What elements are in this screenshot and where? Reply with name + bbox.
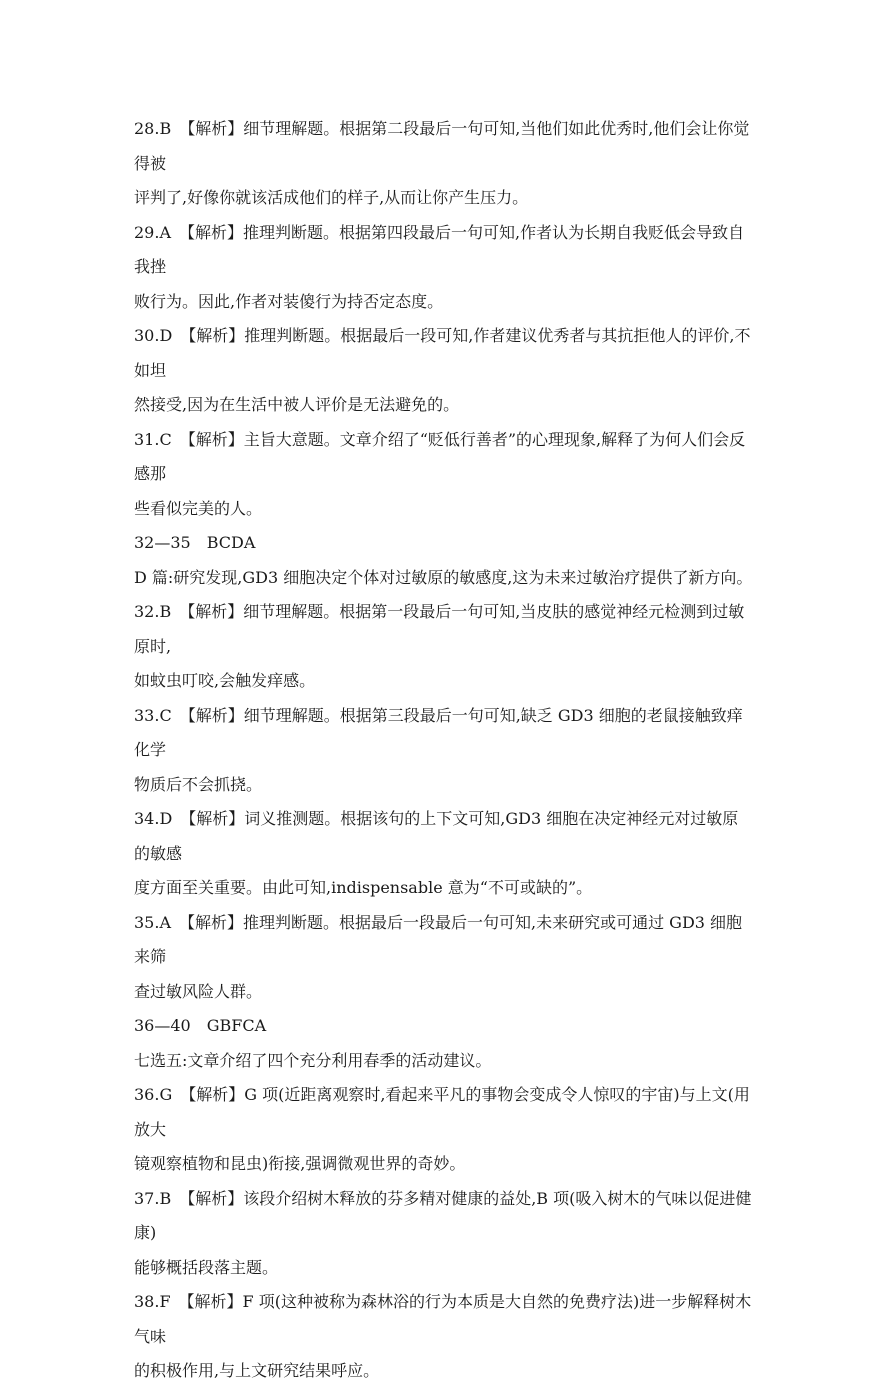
text-line: 如蚊虫叮咬,会触发痒感。 bbox=[134, 671, 316, 690]
answer-36 bbox=[134, 1078, 754, 1182]
answer-33 bbox=[134, 699, 754, 803]
answer-29 bbox=[134, 216, 754, 320]
answer-key-32-35 bbox=[134, 526, 754, 561]
text-line: 36—40 GBFCA bbox=[134, 1016, 267, 1035]
text-line: 37.B 【解析】该段介绍树木释放的芬多精对健康的益处,B 项(吸入树木的气味以促进健康) bbox=[134, 1188, 752, 1242]
answer-key-36-40 bbox=[134, 1009, 754, 1044]
passage-d-summary bbox=[134, 561, 754, 596]
answer-38 bbox=[134, 1285, 754, 1389]
text-line: 32.B 【解析】细节理解题。根据第一段最后一句可知,当皮肤的感觉神经元检测到过敏原时, bbox=[134, 602, 745, 656]
answer-34 bbox=[134, 802, 754, 906]
text-line: 镜观察植物和昆虫)衔接,强调微观世界的奇妙。 bbox=[134, 1154, 466, 1173]
text-line: 能够概括段落主题。 bbox=[134, 1257, 279, 1277]
answer-explanations bbox=[134, 112, 754, 1389]
text-line: 些看似完美的人。 bbox=[134, 498, 263, 518]
answer-37 bbox=[134, 1182, 754, 1286]
text-line: 31.C 【解析】主旨大意题。文章介绍了“贬低行善者”的心理现象,解释了为何人们会反感那 bbox=[134, 429, 746, 483]
answer-32 bbox=[134, 595, 754, 699]
text-line: 33.C 【解析】细节理解题。根据第三段最后一句可知,缺乏 GD3 细胞的老鼠接触致痒化学 bbox=[134, 705, 743, 759]
text-line: 的积极作用,与上文研究结果呼应。 bbox=[134, 1361, 380, 1380]
text-line: 34.D 【解析】词义推测题。根据该句的上下文可知,GD3 细胞在决定神经元对过敏原的敏感 bbox=[134, 809, 739, 863]
answer-28 bbox=[134, 112, 754, 216]
text-line: D 篇:研究发现,GD3 细胞决定个体对过敏原的敏感度,这为未来过敏治疗提供了新方向。 bbox=[134, 567, 753, 587]
text-line: 物质后不会抓挠。 bbox=[134, 774, 263, 794]
seven-choose-five-summary bbox=[134, 1044, 754, 1079]
text-line: 36.G 【解析】G 项(近距离观察时,看起来平凡的事物会变成令人惊叹的宇宙)与上文(用放大 bbox=[134, 1085, 750, 1139]
text-line: 查过敏风险人群。 bbox=[134, 981, 263, 1001]
text-line: 35.A 【解析】推理判断题。根据最后一段最后一句可知,未来研究或可通过 GD3 细胞来筛 bbox=[134, 912, 743, 966]
text-line: 30.D 【解析】推理判断题。根据最后一段可知,作者建议优秀者与其抗拒他人的评价,不如坦 bbox=[134, 326, 751, 380]
answer-30 bbox=[134, 319, 754, 423]
text-line: 28.B 【解析】细节理解题。根据第二段最后一句可知,当他们如此优秀时,他们会让你觉得被 bbox=[134, 119, 750, 173]
text-line: 度方面至关重要。由此可知,indispensable 意为“不可或缺的”。 bbox=[134, 878, 593, 897]
text-line: 七选五:文章介绍了四个充分利用春季的活动建议。 bbox=[134, 1050, 492, 1070]
text-line: 然接受,因为在生活中被人评价是无法避免的。 bbox=[134, 395, 460, 414]
text-line: 29.A 【解析】推理判断题。根据第四段最后一句可知,作者认为长期自我贬低会导致自我挫 bbox=[134, 222, 745, 276]
text-line: 评判了,好像你就该活成他们的样子,从而让你产生压力。 bbox=[134, 188, 529, 207]
text-line: 败行为。因此,作者对装傻行为持否定态度。 bbox=[134, 291, 444, 311]
answer-35 bbox=[134, 906, 754, 1010]
answer-31 bbox=[134, 423, 754, 527]
text-line: 38.F 【解析】F 项(这种被称为森林浴的行为本质是大自然的免费疗法)进一步解释树木气味 bbox=[134, 1292, 752, 1346]
text-line: 32—35 BCDA bbox=[134, 533, 256, 552]
